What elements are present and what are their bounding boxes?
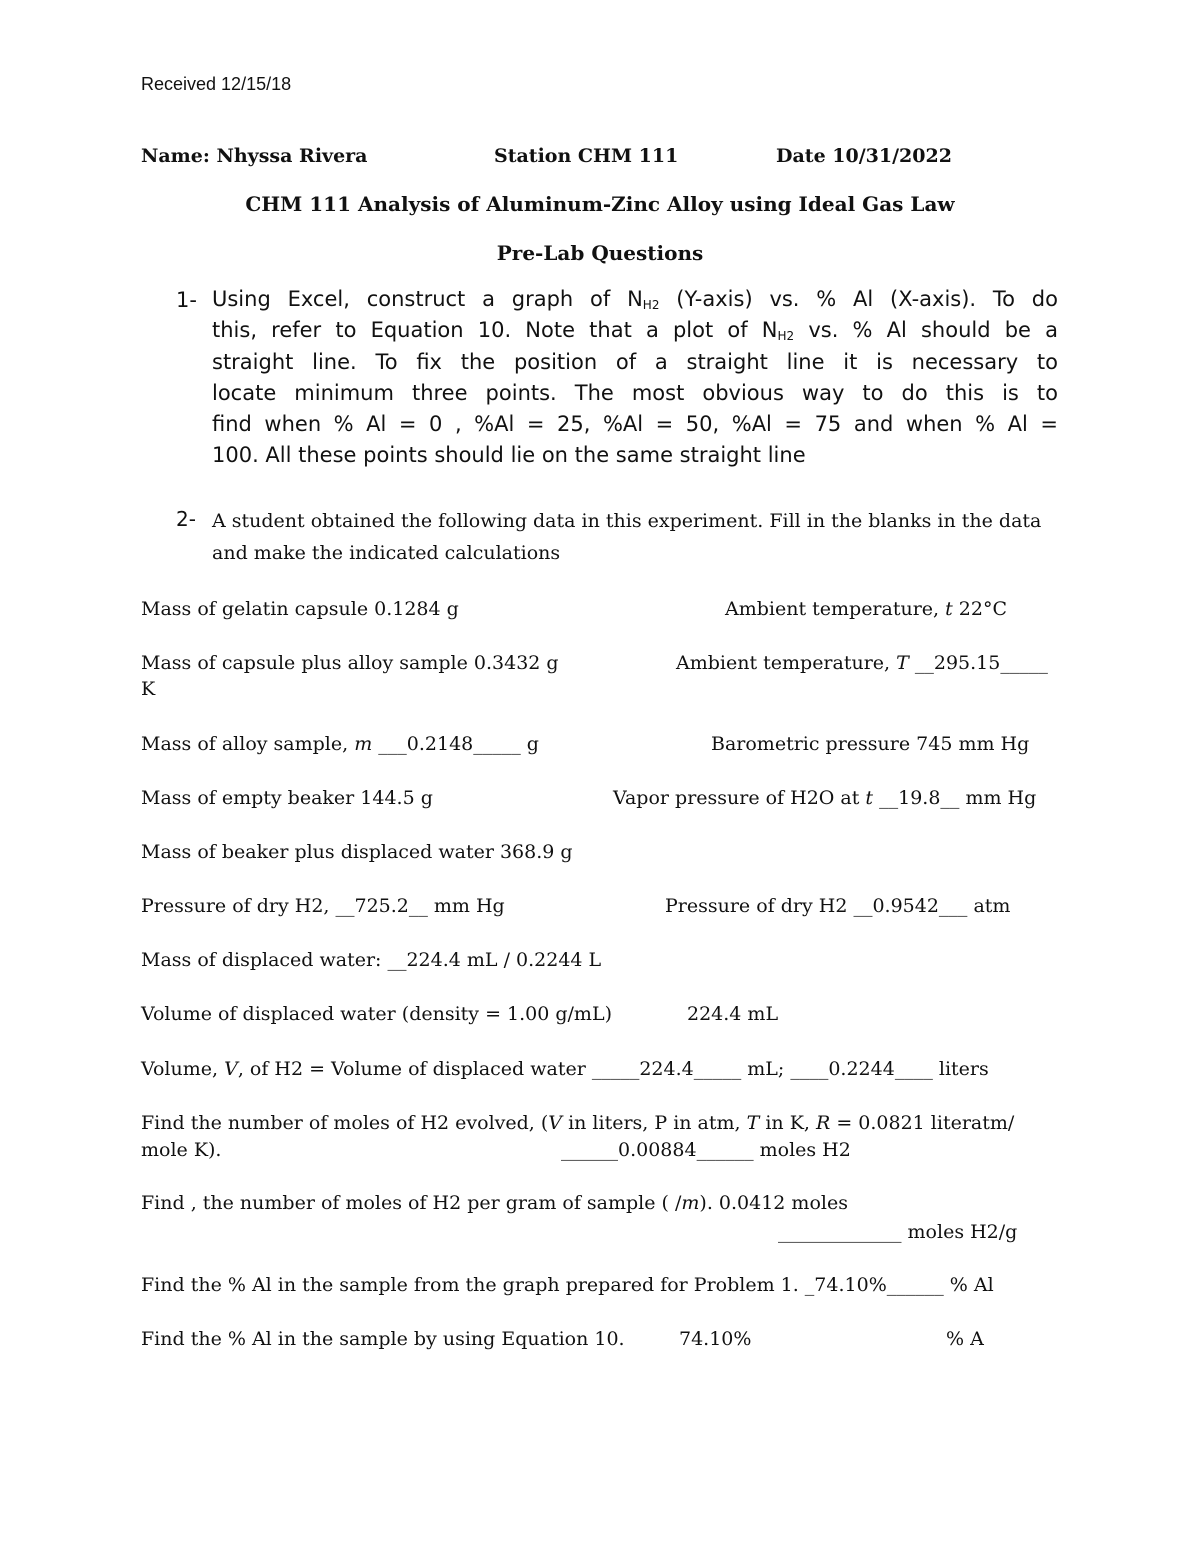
question-1-line: find when % Al = 0 , %Al = 25, %Al = 50, %Al = 75 and when % Al =: [212, 412, 1058, 437]
moles-h2-question: Find the number of moles of H2 evolved, (V in liters, P in atm, T in K, R = 0.0821 literatm/: [141, 1112, 1015, 1134]
question-1-line: this, refer to Equation 10. Note that a plot of $N_{H2}$ vs. % Al should be a: [212, 318, 1058, 344]
moles-h2-answer: ______0.00884______ moles H2: [561, 1139, 851, 1161]
volume-displaced-value: 224.4 mL: [687, 1003, 779, 1025]
percent-al-equation-unit: % A: [946, 1328, 984, 1350]
ambient-temp-k-unit: K: [141, 678, 156, 700]
question-1-number: 1-: [176, 288, 197, 312]
mass-alloy: Mass of alloy sample, m ___0.2148_____ g: [141, 733, 539, 755]
ambient-temp-c: Ambient temperature, t 22°C: [725, 598, 1008, 620]
barometric-pressure: Barometric pressure 745 mm Hg: [711, 733, 1030, 755]
percent-al-equation-value: 74.10%: [679, 1328, 752, 1350]
percent-al-graph: Find the % Al in the sample from the graph prepared for Problem 1. _74.10%______ % Al: [141, 1274, 994, 1296]
mass-displaced-water: Mass of displaced water: __224.4 mL / 0.2244 L: [141, 949, 602, 971]
question-1-line: locate minimum three points. The most obvious way to do this is to: [212, 380, 1058, 405]
document-subtitle: Pre-Lab Questions: [496, 241, 704, 265]
mass-beaker-water: Mass of beaker plus displaced water 368.9 g: [141, 841, 573, 863]
moles-h2-question-line2: mole K).: [141, 1139, 222, 1161]
station: Station CHM 111: [494, 145, 679, 167]
date: Date 10/31/2022: [776, 145, 952, 167]
vapor-pressure: Vapor pressure of H2O at t __19.8__ mm Hg: [613, 787, 1037, 809]
pressure-dry-atm: Pressure of dry H2 __0.9542___ atm: [665, 895, 1011, 917]
mass-capsule: Mass of gelatin capsule 0.1284 g: [141, 598, 459, 620]
question-2-number: 2-: [176, 507, 196, 531]
student-name: Name: Nhyssa Rivera: [141, 145, 368, 167]
question-1-line: Using Excel, construct a graph of $N_{H2}$ (Y-axis) vs. % Al (X-axis). To do: [212, 287, 1058, 312]
pressure-dry-mmhg: Pressure of dry H2, __725.2__ mm Hg: [141, 895, 505, 917]
percent-al-equation: Find the % Al in the sample by using Equation 10.: [141, 1328, 625, 1350]
question-1-line: 100. All these points should lie on the same straight line: [212, 443, 806, 468]
moles-per-gram-blank: _____________ moles H2/g: [778, 1221, 1018, 1243]
question-1-line: straight line. To fix the position of a straight line it is necessary to: [212, 349, 1058, 374]
document-title: CHM 111 Analysis of Aluminum-Zinc Alloy using Ideal Gas Law: [245, 192, 955, 216]
question-2-text: A student obtained the following data in this experiment. Fill in the blanks in the data and make the indicated calculations: [212, 510, 1042, 564]
volume-h2: Volume, V, of H2 = Volume of displaced water _____224.4_____ mL; ____0.2244____ liters: [141, 1058, 989, 1080]
mass-empty-beaker: Mass of empty beaker 144.5 g: [141, 787, 433, 809]
received-stamp: Received 12/15/18: [141, 74, 292, 94]
volume-displaced-water: Volume of displaced water (density = 1.00 g/mL): [141, 1003, 612, 1025]
moles-per-gram: Find , the number of moles of H2 per gram of sample ( /m). 0.0412 moles: [141, 1192, 848, 1214]
mass-capsule-alloy: Mass of capsule plus alloy sample 0.3432 g: [141, 652, 559, 674]
question-1-text: [212, 284, 1058, 472]
ambient-temp-k: Ambient temperature, T __295.15_____: [676, 652, 1048, 674]
